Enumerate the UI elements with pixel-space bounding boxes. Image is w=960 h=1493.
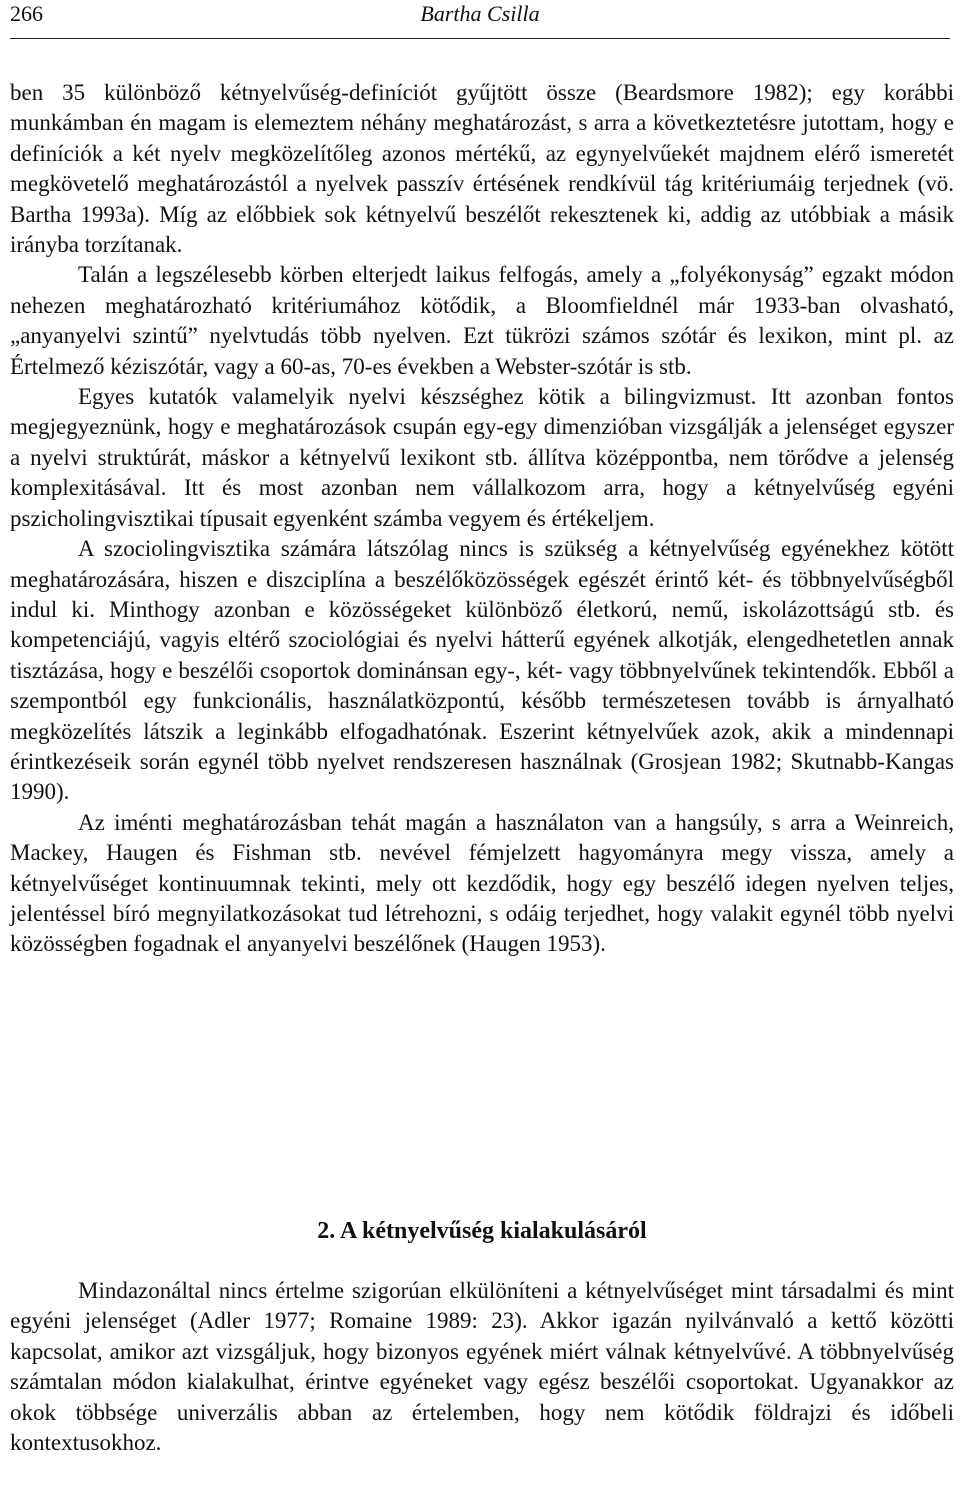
paragraph: Egyes kutatók valamelyik nyelvi készséghez kötik a bilingvizmust. Itt azonban fontos megjegyeznünk, hogy e meghatározások csupán egy-egy dimenzióban vizsgálják a jelenséget egyszer a nyelvi struktúrát, máskor a kétnyelvű lexikont stb. állítva középpontba, nem törődve a jelenség komplexitásával. Itt és most azonban nem vállalkozom arra, hogy a kétnyelvűség egyéni pszicholingvisztikai típusait egyenként számba vegyem és értékeljem. (10, 384, 954, 531)
section-text (10, 1276, 954, 1458)
paragraph: Mindazonáltal nincs értelme szigorúan elkülöníteni a kétnyelvűséget mint társadalmi és mint egyéni jelenséget (Adler 1977; Romaine 1989: 23). Akkor igazán nyilvánvaló a kettő közötti kapcsolat, amikor azt vizsgáljuk, hogy bizonyos egyének miért válnak kétnyelvűvé. A többnyelvűség számtalan módon kialakulhat, érintve egyéneket vagy egész beszélői csoportokat. Ugyanakkor az okok többsége univerzális abban az értelemben, hogy nem kötődik földrajzi és időbeli kontextusokhoz. (10, 1278, 954, 1456)
section-heading: 2. A kétnyelvűség kialakulásáról (317, 1218, 647, 1244)
paragraph: Talán a legszélesebb körben elterjedt laikus felfogás, amely a „folyékonyság” egzakt módon nehezen meghatározható kritériumához kötődik, a Bloomfieldnél már 1933-ban olvasható, „anyanyelvi szintű” nyelvtudás több nyelven. Ezt tükrözi számos szótár és lexikon, mint pl. az Értelmező kéziszótár, vagy a 60-as, 70-es években a Webster-szótár is stb. (10, 262, 954, 379)
paragraph: ben 35 különböző kétnyelvűség-definíciót gyűjtött össze (Beardsmore 1982); egy korábbi munkámban én magam is elemeztem néhány meghatározást, s arra a következtetésre jutottam, hogy e definíciók a két nyelv megközelítőleg azonos mértékű, az egynyelvűekét majdnem elérő ismeretét megkövetelő meghatározástól a nyelvek passzív értésének rendkívül tág kritériumáig terjednek (vö. Bartha 1993a). Míg az előbbiek sok kétnyelvű beszélőt rekesztenek ki, addig az utóbbiak a másik irányba torzítanak. (10, 80, 954, 258)
main-text (10, 78, 954, 960)
paragraph: Az iménti meghatározásban tehát magán a használaton van a hangsúly, s arra a Weinreich, Mackey, Haugen és Fishman stb. nevével fémjelzett hagyományra megy vissza, amely a kétnyelvűséget kontinuumnak tekinti, mely ott kezdődik, hogy egy beszélő idegen nyelven teljes, jelentéssel bíró megnyilatkozásokat tud létrehozni, s odáig terjedhet, hogy valakit egynél több nyelvi közösségben fogadnak el anyanyelvi beszélőnek (Haugen 1953). (10, 809, 954, 957)
running-head: Bartha Csilla (420, 1, 540, 26)
paragraph: A szociolingvisztika számára látszólag nincs is szükség a kétnyelvűség egyénekhez kötött meghatározására, hiszen e diszciplína a beszélőközösségek egészét érintő két- és többnyelvűségből indul ki. Minthogy azonban e közösségeket különböző életkorú, nemű, iskolázottságú stb. és kompetenciájú, vagyis eltérő szociológiai és nyelvi hátterű egyének alkotják, elengedhetetlen annak tisztázása, hogy e beszélői csoportok dominánsan egy-, két- vagy többnyelvűnek tekintendők. Ebből a szempontból egy funkcionális, használatközpontú, később természetesen tovább is árnyalható megközelítés látszik a leginkább elfogadhatónak. Eszerint kétnyelvűek azok, akik a mindennapi érintkezéseik során egynél több nyelvet rendszeresen használnak (Grosjean 1982; Skutnabb-Kangas 1990). (10, 536, 954, 805)
page-number: 266 (10, 1, 43, 26)
page-header (10, 0, 950, 39)
